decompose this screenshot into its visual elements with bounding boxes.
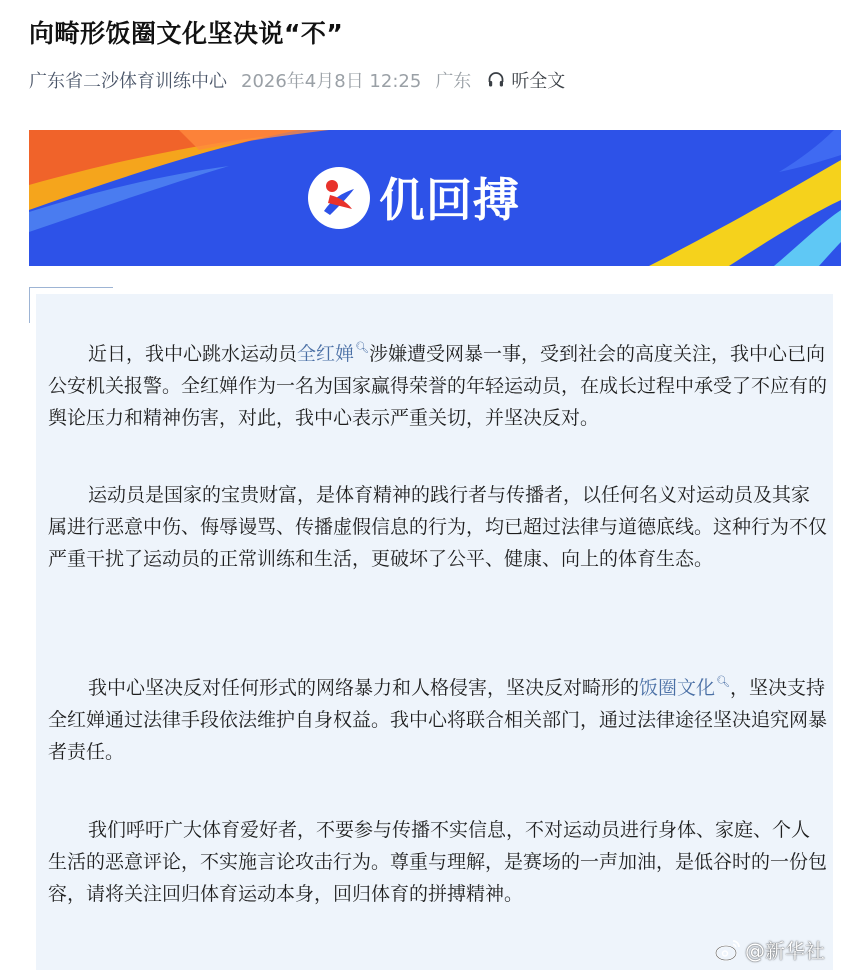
- headphones-icon: [487, 71, 505, 89]
- search-icon: 🔍︎: [716, 675, 730, 688]
- paragraph-4: 我们呼吁广大体育爱好者，不要参与传播不实信息，不对运动员进行身体、家庭、个人生活的恶意评论，不实施言论攻击行为。尊重与理解，是赛场的一声加油，是低谷时的一份包容，请将关注回归体育运动本身，回归体育的拼搏精神。: [48, 819, 828, 905]
- paragraph-1: 近日，我中心跳水运动员全红婵🔍︎涉嫌遭受网暴一事，受到社会的高度关注，我中心已向公安机关报警。全红婵作为一名为国家赢得荣誉的年轻运动员，在成长过程中承受了不应有的舆论压力和精神伤害，对此，我中心表示严重关切，并坚决反对。: [48, 341, 828, 429]
- weibo-icon: [715, 939, 741, 961]
- banner-image: [29, 130, 841, 266]
- author-link[interactable]: 广东省二沙体育训练中心: [29, 71, 227, 92]
- watermark: @新华社: [715, 935, 825, 964]
- article-meta: [29, 66, 565, 94]
- keyword-link[interactable]: 饭圈文化🔍︎: [639, 675, 730, 699]
- article-body: [36, 294, 833, 970]
- publish-region: 广东: [435, 71, 472, 92]
- athlete-icon: [308, 167, 370, 229]
- decor-line: [29, 287, 30, 323]
- keyword-link[interactable]: 全红婵🔍︎: [297, 341, 369, 365]
- search-icon: 🔍︎: [355, 341, 369, 354]
- publish-datetime: 2026年4月8日 12:25: [241, 71, 422, 92]
- logo-mark: [308, 167, 370, 229]
- banner-logo-text: 仉回搏: [379, 173, 520, 227]
- paragraph-3: 我中心坚决反对任何形式的网络暴力和人格侵害，坚决反对畸形的饭圈文化🔍︎，坚决支持全红婵通过法律手段依法维护自身权益。我中心将联合相关部门，通过法律途径坚决追究网暴者责任。: [48, 675, 828, 763]
- listen-button[interactable]: [487, 67, 565, 93]
- listen-label: 听全文: [511, 71, 566, 92]
- paragraph-2: 运动员是国家的宝贵财富，是体育精神的践行者与传播者，以任何名义对运动员及其家属进行恶意中伤、侮辱谩骂、传播虚假信息的行为，均已超过法律与道德底线。这种行为不仅严重干扰了运动员的正常训练和生活，更破坏了公平、健康、向上的体育生态。: [48, 484, 828, 570]
- decor-line: [29, 287, 113, 288]
- article-title: 向畸形饭圈文化坚决说“不”: [29, 19, 344, 48]
